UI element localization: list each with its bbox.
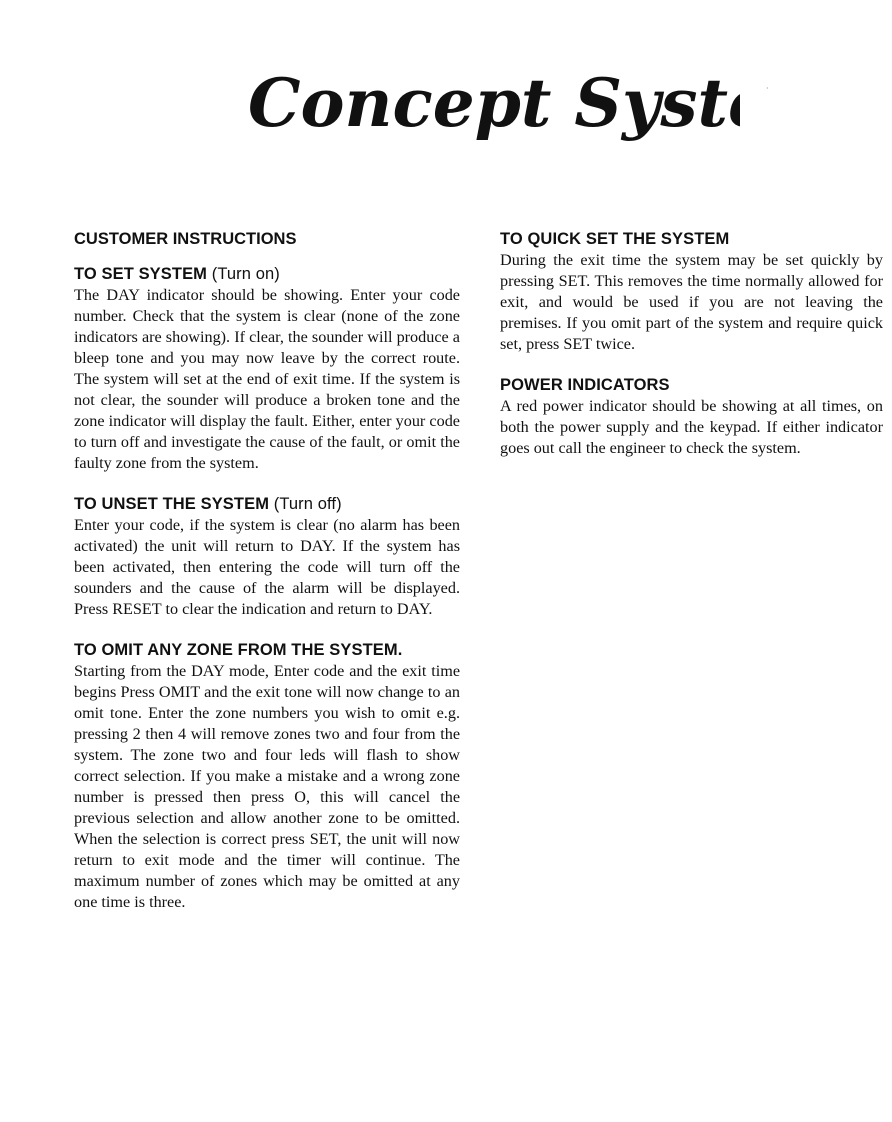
section-body: A red power indicator should be showing at all times, on both the power supply and the keypad. If either indicator goes out call the engineer to check the system. — [500, 397, 883, 457]
section-heading — [74, 640, 460, 661]
section-quick-set — [500, 229, 883, 355]
logo-graphic — [240, 60, 740, 170]
section-body: The DAY indicator should be showing. Enter your code number. Check that the system is clear (none of the zone indicators are showing). If clear, the sounder will produce a bleep tone and you may now leave by the correct route. The system will set at the end of exit time. If the system is not clear, the sounder will produce a broken tone and the zone indicator will display the fault. Either, enter your code to turn off and investigate the cause of the fault, or omit the faulty zone from the system. — [74, 286, 460, 472]
section-heading-text: TO QUICK SET THE SYSTEM — [500, 230, 730, 248]
section-omit-zone — [74, 640, 460, 913]
section-subheading: (Turn off) — [273, 495, 342, 513]
section-heading-text: TO SET SYSTEM — [74, 265, 208, 283]
concept-system-logo — [240, 60, 740, 170]
section-body: Enter your code, if the system is clear (no alarm has been activated) the unit will return to DAY. If the system has been activated, then entering the code will turn off the sounders and the cause of the alarm will be displayed. Press RESET to clear the indication and return to DAY. — [74, 516, 460, 618]
section-power-indicators — [500, 375, 883, 459]
right-column — [500, 229, 883, 479]
section-set-system — [74, 264, 460, 474]
section-subheading: (Turn on) — [211, 265, 280, 283]
section-heading — [500, 375, 883, 396]
section-unset-system — [74, 494, 460, 620]
section-heading-text: TO UNSET THE SYSTEM — [74, 495, 270, 513]
page-main-heading: CUSTOMER INSTRUCTIONS — [74, 230, 297, 248]
section-body: Starting from the DAY mode, Enter code and the exit time begins Press OMIT and the exit tone will now change to an omit tone. Enter the zone numbers you wish to omit e.g. pressing 2 then 4 will remove zones two and four from the system. The zone two and four leds will flash to show correct selection. If you make a mistake and a wrong zone number is pressed then press O, this will cancel the previous selection and allow another zone to be omitted. When the selection is correct press SET, the unit will now return to exit mode and the timer will continue. The maximum number of zones which may be omitted at any one time is three. — [74, 662, 460, 911]
section-heading — [74, 494, 460, 515]
section-heading-text: POWER INDICATORS — [500, 376, 670, 394]
logo-text: Concept Syst — [248, 64, 728, 142]
section-body: During the exit time the system may be set quickly by pressing SET. This removes the time normally allowed for exit, and would be used if you are not leaving the premises. If you omit part of the system and require quick set, press SET twice. — [500, 251, 883, 353]
section-heading-text: TO OMIT ANY ZONE FROM THE SYSTEM. — [74, 641, 403, 659]
scan-speck: · — [766, 84, 769, 93]
section-heading — [74, 264, 460, 285]
section-heading — [500, 229, 883, 250]
left-column — [74, 229, 460, 933]
